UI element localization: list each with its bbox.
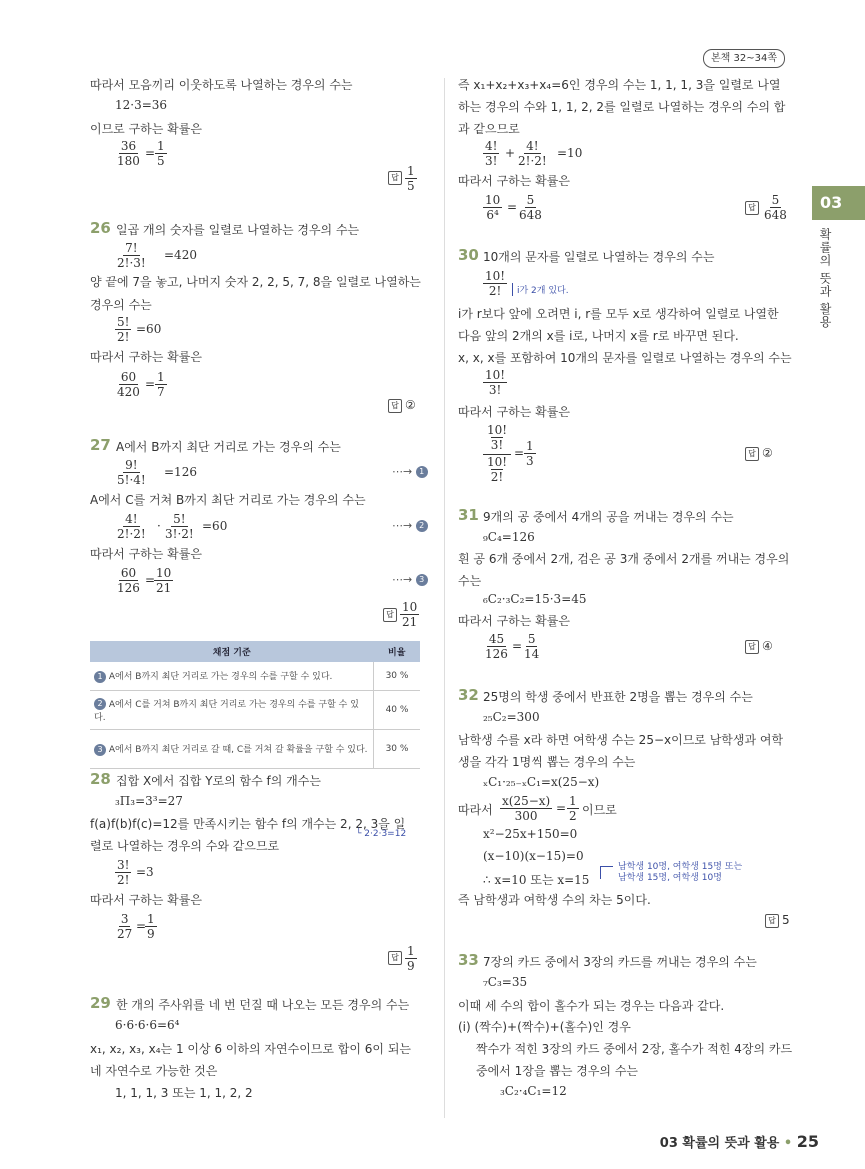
step-1-icon: 1: [416, 466, 428, 478]
answer-icon: 답: [745, 201, 759, 215]
text-line: 생을 각각 1명씩 뽑는 경우의 수는: [458, 755, 636, 769]
step-3-icon: 3: [94, 744, 106, 756]
math-text: =126: [164, 465, 197, 479]
equals: =: [136, 919, 147, 933]
fraction: $\frac{5}{14}$: [524, 632, 540, 661]
step-2-icon: 2: [94, 698, 106, 710]
math-line: (x−10)(x−15)=0: [483, 849, 584, 863]
equals: =: [556, 801, 567, 815]
fraction: $\frac{10}{21}$: [156, 566, 172, 595]
answer-fraction: $\frac{1}{9}$: [407, 944, 415, 973]
text-line: 10개의 문자를 일렬로 나열하는 경우의 수는: [483, 250, 715, 264]
text-line: 7장의 카드 중에서 3장의 카드를 꺼내는 경우의 수는: [483, 955, 757, 969]
step-marker: ⋯→ 3: [392, 573, 428, 586]
math-line: ₂₅C₂=300: [483, 710, 540, 724]
answer-mark: [388, 950, 405, 965]
text-line: x, x, x를 포함하여 10개의 문자를 일렬로 나열하는 경우의 수는: [458, 351, 792, 365]
answer-icon: 답: [745, 640, 759, 654]
fraction: $\frac{1}{3}$: [526, 439, 534, 468]
fraction: $\frac{1}{5}$: [157, 139, 165, 168]
math-line: 6·6·6·6=6⁴: [115, 1018, 180, 1032]
math-text: =10: [557, 146, 583, 160]
text-line: 따라서 구하는 확률은: [458, 174, 570, 188]
math-text: =60: [136, 322, 162, 336]
text-line: 경우의 수는: [90, 298, 152, 312]
text-line: 일곱 개의 숫자를 일렬로 나열하는 경우의 수는: [116, 223, 360, 237]
grading-criteria-table: [90, 641, 420, 769]
table-header: 비율: [374, 641, 421, 662]
text-line: (i) (짝수)+(짝수)+(홀수)인 경우: [458, 1020, 631, 1034]
text-line: 따라서 구하는 확률은: [90, 547, 202, 561]
compound-fraction: 10! 3! 10! 2!: [483, 423, 511, 484]
page-number: 25: [796, 1132, 819, 1151]
fraction: $\frac{3}{27}$: [117, 912, 133, 941]
text-line: 중에서 1장을 뽑는 경우의 수는: [476, 1064, 638, 1078]
math-line: x²−25x+150=0: [483, 827, 578, 841]
step-marker: ⋯→ 1: [392, 465, 428, 478]
text-line: 25명의 학생 중에서 반표한 2명을 뽑는 경우의 수는: [483, 690, 753, 704]
equals: =: [512, 639, 523, 653]
fraction: $\frac{4!}{2!\cdot 2!}$: [518, 139, 547, 168]
answer-fraction: $\frac{5}{648}$: [764, 193, 787, 222]
fraction: $\frac{10!}{3!}$: [485, 368, 506, 397]
text-line: 네 자연수로 가능한 것은: [90, 1064, 218, 1078]
page-footer: 03 확률의 뜻과 활용 • 25: [659, 1132, 819, 1151]
answer-icon: 답: [765, 914, 779, 928]
math-text: +: [505, 146, 516, 160]
math-text: =3: [136, 865, 154, 879]
answer-mark: [745, 200, 762, 215]
answer-icon: 답: [745, 447, 759, 461]
page-reference: 본책 32~34쪽: [703, 49, 785, 68]
problem-number: 28: [90, 770, 111, 788]
fraction: $\frac{1}{7}$: [157, 370, 165, 399]
answer-icon: 답: [388, 399, 402, 413]
problem-number: 32: [458, 686, 479, 704]
problem-number: 26: [90, 219, 111, 237]
fraction: $\frac{36}{180}$: [117, 139, 140, 168]
text-line: 이므로 구하는 확률은: [90, 122, 202, 136]
answer-mark: [388, 170, 405, 185]
equals: =: [145, 146, 156, 160]
chapter-tab-title: 확률의 뜻과 활용: [818, 228, 832, 329]
problem-number: 27: [90, 436, 111, 454]
text-line: 하는 경우의 수와 1, 1, 2, 2를 일렬로 나열하는 경우의 수의 합: [458, 100, 786, 114]
answer-icon: 답: [388, 951, 402, 965]
fraction: $\frac{7!}{2!\cdot 3!}$: [117, 241, 146, 270]
fraction: $\frac{1}{2}$: [569, 794, 577, 823]
text-line: 따라서 구하는 확률은: [90, 350, 202, 364]
problem-number: 33: [458, 951, 479, 969]
math-text: =420: [164, 248, 197, 262]
answer-mark: 답 ②: [388, 398, 416, 413]
text-line: 따라서 모음끼리 이웃하도록 나열하는 경우의 수는: [90, 78, 353, 92]
text-line: A에서 C를 거쳐 B까지 최단 거리로 가는 경우의 수는: [90, 493, 366, 507]
table-row: 1 A에서 B까지 최단 거리로 가는 경우의 수를 구할 수 있다. 30 %: [90, 662, 420, 691]
answer-icon: 답: [388, 171, 402, 185]
annotation: i가 2개 있다.: [512, 283, 569, 296]
step-2-icon: 2: [416, 520, 428, 532]
text-line: A에서 B까지 최단 거리로 가는 경우의 수는: [116, 440, 341, 454]
fraction: $\frac{3!}{2!}$: [117, 858, 130, 887]
math-line: ₉C₄=126: [483, 530, 535, 544]
text-line: 즉 x₁+x₂+x₃+x₄=6인 경우의 수는 1, 1, 1, 3을 일렬로 나열: [458, 78, 781, 92]
fraction: $\frac{10}{\text{6⁴}}$: [485, 193, 501, 222]
text-line: 과 같으므로: [458, 122, 520, 136]
equals: =: [514, 446, 525, 460]
math-line: ₆C₂·₃C₂=15·3=45: [483, 592, 587, 606]
text-line: 이때 세 수의 합이 홀수가 되는 경우는 다음과 같다.: [458, 999, 725, 1013]
math-line: ₃Π₃=3³=27: [115, 794, 183, 808]
text-line: 수는: [458, 574, 482, 588]
text-line: x₁, x₂, x₃, x₄는 1 이상 6 이하의 자연수이므로 합이 6이 되는: [90, 1042, 412, 1056]
answer-icon: 답: [383, 608, 397, 622]
text-line: i가 r보다 앞에 오려면 i, r를 모두 x로 생각하여 일렬로 나열한: [458, 307, 779, 321]
equals: =: [507, 200, 518, 214]
text-line: 흰 공 6개 중에서 2개, 검은 공 3개 중에서 2개를 꺼내는 경우의: [458, 552, 790, 566]
math-line: ₇C₃=35: [483, 975, 528, 989]
math-text: =60: [202, 519, 228, 533]
text-line: 따라서: [458, 803, 493, 817]
answer-mark: [383, 607, 400, 622]
chapter-tab: 03: [812, 186, 865, 220]
annotation: 남학생 10명, 여학생 15명 또는 남학생 15명, 여학생 10명: [618, 862, 743, 883]
table-row: 3 A에서 B까지 최단 거리로 갈 때, C를 거쳐 갈 확률을 구할 수 있다. 30 %: [90, 730, 420, 769]
text-line: 렬로 나열하는 경우의 수와 같으므로: [90, 839, 280, 853]
fraction: $\frac{60}{420}$: [117, 370, 140, 399]
fraction: $\frac{5}{648}$: [519, 193, 542, 222]
text-line: 따라서 구하는 확률은: [458, 405, 570, 419]
table-row: 2 A에서 C를 거쳐 B까지 최단 거리로 가는 경우의 수를 구할 수 있다. 40 %: [90, 691, 420, 730]
fraction: $\frac{9!}{5!\cdot 4!}$: [117, 458, 146, 487]
answer-fraction: $\frac{10}{21}$: [402, 600, 418, 629]
fraction: $\frac{4!}{3!}$: [485, 139, 498, 168]
text-line: f(a)f(b)f(c)=12를 만족시키는 함수 f의 개수는 2, 2, 3을 일: [90, 817, 406, 831]
text-line: 9개의 공 중에서 4개의 공을 꺼내는 경우의 수는: [483, 510, 734, 524]
text-line: 남학생 수를 x라 하면 여학생 수는 25−x이므로 남학생과 여학: [458, 733, 784, 747]
answer-fraction: $\frac{1}{5}$: [407, 164, 415, 193]
text-line: 1, 1, 1, 3 또는 1, 1, 2, 2: [115, 1086, 253, 1100]
fraction: $\frac{5!}{3!\cdot 2!}$: [165, 512, 194, 541]
text-line: 양 끝에 7을 놓고, 나머지 숫자 2, 2, 5, 7, 8을 일렬로 나열하는: [90, 275, 421, 289]
annotation: └ 2·2·3=12: [356, 829, 407, 839]
equals: =: [145, 573, 156, 587]
math-line: ₓC₁·₂₅₋ₓC₁=x(25−x): [483, 775, 600, 789]
math-line: 12·3=36: [115, 98, 168, 112]
fraction: $\frac{1}{9}$: [147, 912, 155, 941]
math-text: ·: [157, 519, 161, 533]
step-marker: ⋯→ 2: [392, 519, 428, 532]
step-3-icon: 3: [416, 574, 428, 586]
text-line: 즉 남학생과 여학생 수의 차는 5이다.: [458, 893, 651, 907]
column-divider: [444, 78, 445, 1118]
equals: =: [145, 377, 156, 391]
text-line: 따라서 구하는 확률은: [458, 614, 570, 628]
text-line: 이므로: [582, 803, 617, 817]
annotation-bracket: [600, 866, 613, 879]
fraction: $\frac{10!}{2!}$: [485, 269, 506, 298]
answer-mark: 답 ②: [745, 446, 773, 461]
fraction: $\frac{5!}{2!}$: [117, 315, 130, 344]
text-line: 집합 X에서 집합 Y로의 함수 f의 개수는: [116, 774, 321, 788]
fraction: $\frac{60}{126}$: [117, 566, 140, 595]
text-line: 짝수가 적힌 3장의 카드 중에서 2장, 홀수가 적힌 4장의 카드: [476, 1042, 793, 1056]
text-line: 따라서 구하는 확률은: [90, 893, 202, 907]
math-line: ₃C₂·₄C₁=12: [500, 1084, 567, 1098]
answer-mark: 답 5: [765, 913, 790, 928]
fraction: $\frac{45}{126}$: [485, 632, 508, 661]
problem-number: 30: [458, 246, 479, 264]
table-header: 채점 기준: [90, 641, 374, 662]
text-line: 한 개의 주사위를 네 번 던질 때 나오는 모든 경우의 수는: [116, 998, 410, 1012]
answer-mark: 답 ④: [745, 639, 773, 654]
problem-number: 31: [458, 506, 479, 524]
step-1-icon: 1: [94, 671, 106, 683]
text-line: 다음 앞의 2개의 x를 i로, 나머지 x를 r로 바꾸면 된다.: [458, 329, 739, 343]
fraction: $\frac{4!}{2!\cdot 2!}$: [117, 512, 146, 541]
problem-number: 29: [90, 994, 111, 1012]
fraction: $\frac{x(25-x)}{300}$: [502, 794, 551, 823]
math-line: ∴ x=10 또는 x=15: [483, 873, 590, 887]
